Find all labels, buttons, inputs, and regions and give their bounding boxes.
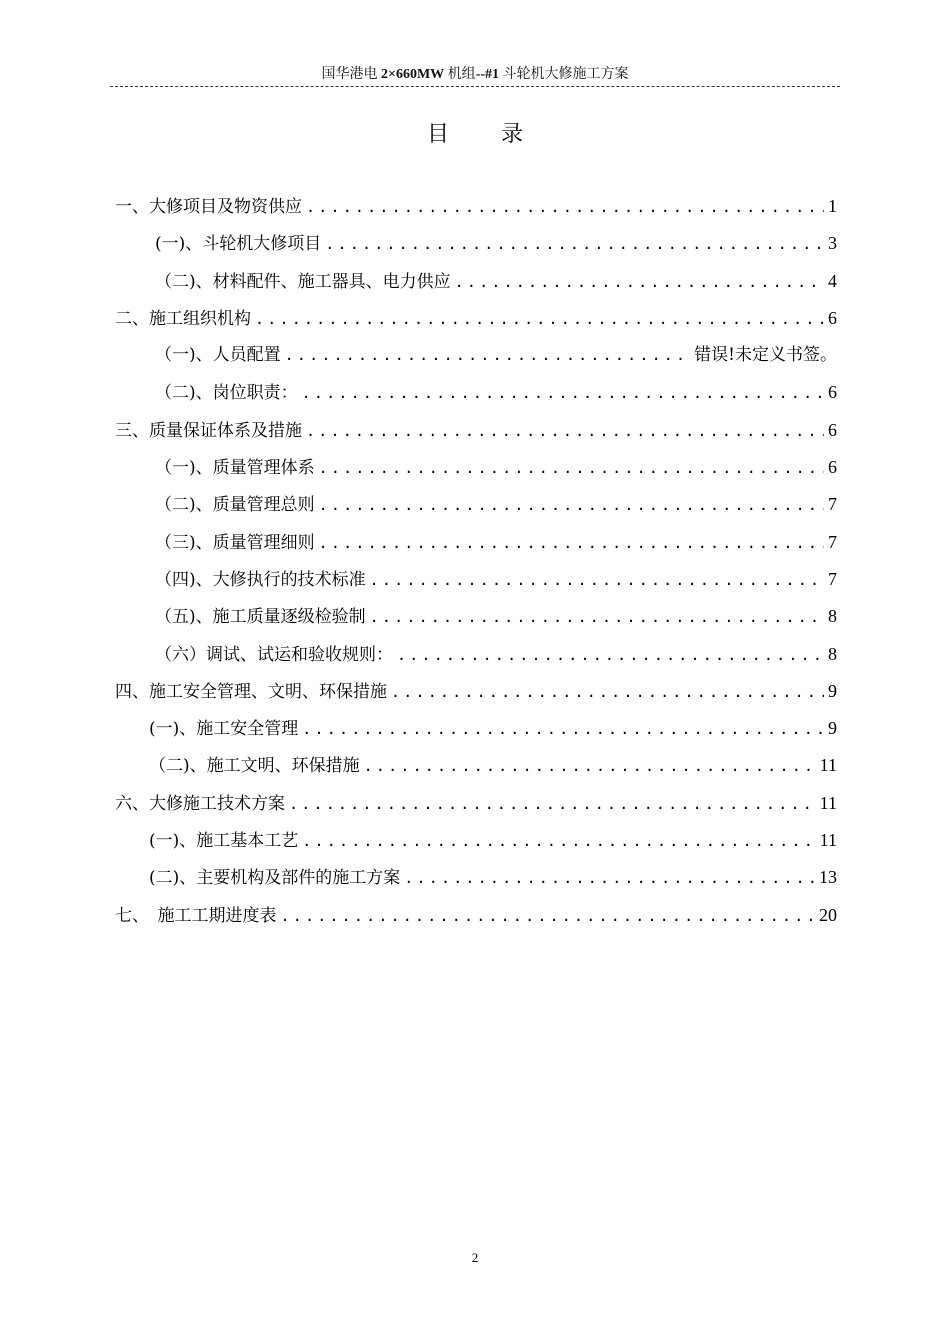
toc-dot-leader	[319, 490, 824, 520]
toc-dot-leader	[404, 863, 815, 893]
toc-dot-leader	[255, 304, 824, 334]
toc-entry-text: (一)、斗轮机大修项目	[155, 234, 322, 255]
toc-entry-text: 二、施工组织机构	[115, 308, 251, 329]
toc-entry-text: 六、大修施工技术方案	[115, 793, 285, 814]
toc-dot-leader	[391, 677, 824, 707]
header-middle: 机组	[447, 67, 476, 82]
toc-entry-text: （二)、质量管理总则	[155, 495, 315, 516]
toc-entry-page: 8	[828, 643, 837, 664]
toc-dot-leader	[302, 826, 815, 856]
toc-entry-page: 7	[828, 494, 837, 515]
toc-entry-page: 9	[828, 718, 837, 739]
toc-dot-leader	[289, 789, 816, 819]
toc-entry-text: （三)、质量管理细则	[155, 532, 315, 553]
toc-entry-page: 6	[828, 307, 837, 328]
toc-entry-page: 11	[819, 792, 837, 813]
toc-entry-text: （二)、岗位职责：	[155, 383, 298, 404]
toc-entry-text: （四)、大修执行的技术标准	[155, 569, 366, 590]
page-number: 2	[471, 1250, 479, 1265]
toc-entry[interactable]	[115, 900, 837, 937]
toc-entry[interactable]	[115, 713, 837, 750]
toc-dot-leader	[302, 378, 824, 408]
toc-entry[interactable]	[115, 377, 837, 414]
toc-dot-leader	[306, 192, 824, 222]
toc-entry[interactable]	[115, 228, 837, 265]
toc-entry-page: 6	[828, 419, 837, 440]
toc-entry-text: （一)、质量管理体系	[155, 458, 315, 479]
table-of-contents	[115, 191, 837, 937]
toc-entry-page: 6	[828, 457, 837, 478]
toc-dot-leader	[306, 416, 824, 446]
toc-entry[interactable]	[115, 601, 837, 638]
toc-entry-page: 9	[828, 680, 837, 701]
toc-entry[interactable]	[115, 266, 837, 303]
header-suffix: 斗轮机大修施工方案	[502, 67, 629, 82]
header-prefix: 国华港电	[321, 67, 378, 82]
toc-entry[interactable]	[115, 527, 837, 564]
toc-dot-leader	[281, 901, 816, 931]
toc-dot-leader	[302, 714, 824, 744]
toc-entry-text: 一、大修项目及物资供应	[115, 197, 302, 217]
toc-dot-leader	[319, 453, 824, 483]
toc-entry-page: 6	[828, 382, 837, 403]
toc-dot-leader	[285, 340, 691, 370]
toc-dot-leader	[370, 565, 824, 595]
toc-entry-text: （二)、材料配件、施工器具、电力供应	[155, 271, 451, 292]
toc-entry-text: （五)、施工质量逐级检验制	[155, 607, 366, 628]
toc-entry-text: 四、施工安全管理、文明、环保措施	[115, 681, 387, 702]
toc-entry[interactable]	[115, 340, 837, 377]
running-header	[110, 66, 840, 84]
toc-entry-page: 20	[819, 904, 837, 925]
toc-entry-page: 11	[819, 755, 837, 776]
toc-entry[interactable]	[115, 825, 837, 862]
toc-entry[interactable]	[115, 489, 837, 526]
toc-entry-page: 11	[819, 830, 837, 851]
header-bold-2: --#1	[475, 67, 500, 82]
toc-entry-page: 3	[828, 233, 837, 254]
toc-entry[interactable]	[115, 564, 837, 601]
toc-dot-leader	[370, 602, 824, 632]
toc-entry-page: 1	[828, 196, 837, 216]
toc-entry-page: 错误!未定义书签。	[694, 345, 837, 366]
toc-entry-page: 13	[819, 867, 837, 888]
toc-entry-text: (二)、主要机构及部件的施工方案	[149, 868, 401, 889]
toc-entry-text: (一)、施工安全管理	[149, 719, 299, 740]
toc-entry[interactable]	[115, 676, 837, 713]
toc-entry[interactable]	[115, 639, 837, 676]
toc-entry-text: （一)、人员配置	[155, 345, 281, 366]
toc-entry[interactable]	[115, 862, 837, 899]
toc-entry[interactable]	[115, 415, 837, 452]
toc-title: 目录	[426, 122, 575, 147]
toc-entry-page: 4	[828, 270, 837, 291]
header-bold-1: 2×660MW	[380, 67, 445, 82]
toc-entry[interactable]	[115, 750, 837, 787]
toc-entry[interactable]	[115, 452, 837, 489]
toc-entry-page: 7	[828, 568, 837, 589]
toc-entry-text: 三、质量保证体系及措施	[115, 420, 302, 441]
toc-entry[interactable]	[115, 191, 837, 228]
header-divider	[110, 86, 840, 87]
toc-entry-text: （六）调试、试运和验收规则：	[155, 644, 393, 665]
toc-dot-leader	[397, 640, 824, 670]
toc-dot-leader	[455, 267, 824, 297]
toc-dot-leader	[364, 751, 816, 781]
toc-entry[interactable]	[115, 788, 837, 825]
toc-entry-text: （二)、施工文明、环保措施	[149, 756, 360, 777]
toc-entry-text: (一)、施工基本工艺	[149, 831, 299, 852]
toc-dot-leader	[325, 229, 824, 259]
toc-entry-text: 七、 施工工期进度表	[115, 905, 277, 926]
toc-dot-leader	[319, 528, 824, 558]
toc-entry[interactable]	[115, 303, 837, 340]
toc-entry-page: 7	[828, 531, 837, 552]
toc-entry-page: 8	[828, 606, 837, 627]
